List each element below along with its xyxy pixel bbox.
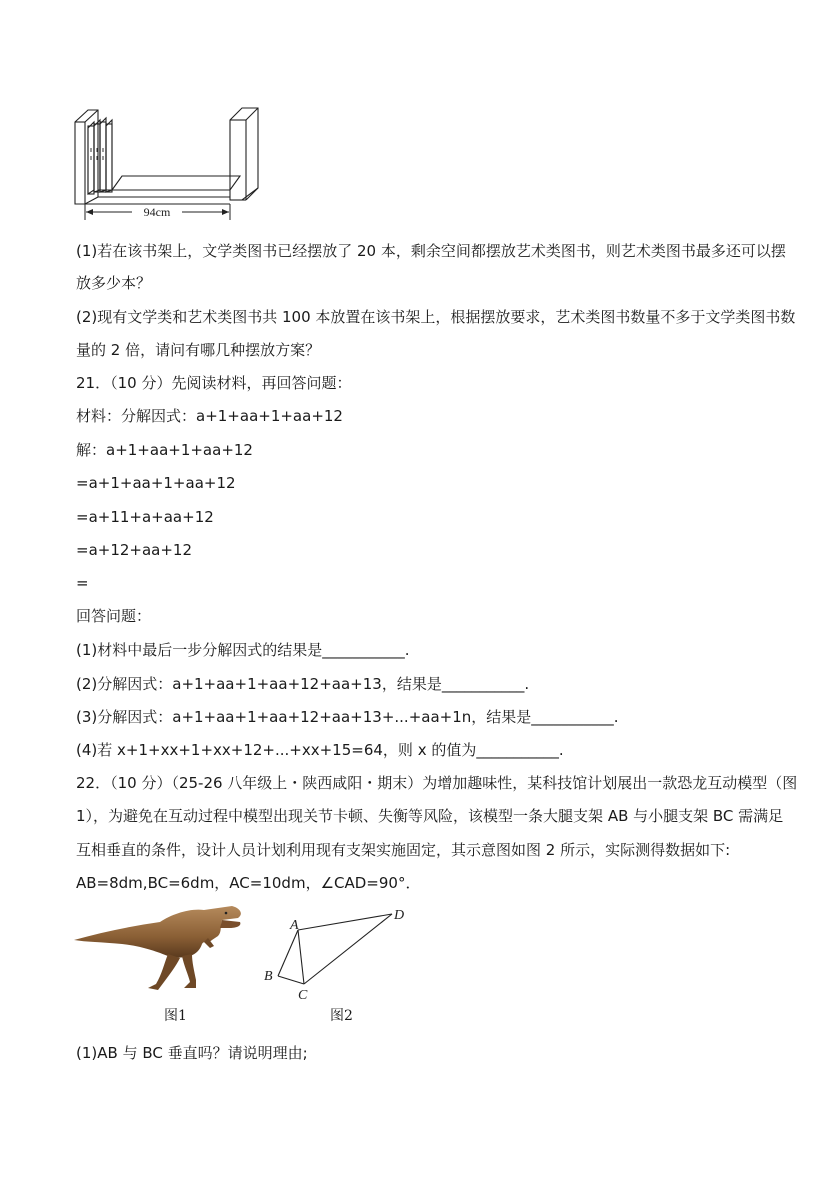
q21-solution-line2: =a+1+aa+1+aa+12 [76,474,236,492]
q21-answer-1: (1)材料中最后一步分解因式的结果是___________. [76,641,410,659]
q22-part1: (1)AB 与 BC 垂直吗？请说明理由; [76,1044,308,1062]
shelf-width-label: 94cm [143,205,171,219]
segment-ac [298,930,304,984]
q21-header: 21．（10 分）先阅读材料，再回答问题： [76,374,352,392]
q21-answer-3: (3)分解因式：a+1+aa+1+aa+12+aa+13+...+aa+1n，结果是___________. [76,708,619,726]
bookshelf-figure [70,104,270,228]
q22-line4: AB=8dm,BC=6dm，AC=10dm，∠CAD=90°． [76,874,421,892]
point-c-label: C [298,988,308,1003]
point-b-label: B [264,969,273,984]
q21-solution-line5: = [76,574,89,592]
q20-part2-line2: 量的 2 倍，请问有哪几种摆放方案？ [76,341,321,359]
q20-part1-line2: 放多少本？ [76,274,152,292]
segment-ab [278,930,298,976]
q21-solution-line3: =a+11+a+aa+12 [76,508,214,526]
point-a-label: A [290,918,299,933]
q21-answer-2: (2)分解因式：a+1+aa+1+aa+12+aa+13，结果是___________. [76,675,530,693]
q22-line1: 22．（10 分）（25-26 八年级上・陕西咸阳・期末）为增加趣味性，某科技馆计划展出一款恐龙互动模型（图 [76,774,798,792]
segment-cd [304,914,392,984]
q21-answer-4: (4)若 x+1+xx+1+xx+12+...+xx+15=64，则 x 的值为___________. [76,741,564,759]
q20-part1-line1: (1)若在该书架上，文学类图书已经摆放了 20 本，剩余空间都摆放艺术类图书，则艺术类图书最多还可以摆 [76,242,786,260]
segment-bc [278,976,304,984]
q21-material: 材料：分解因式：a+1+aa+1+aa+12 [76,407,343,425]
figure1-caption: 图1 [164,1008,187,1024]
point-d-label: D [394,908,405,923]
q21-answer-header: 回答问题： [76,607,152,625]
figure2-caption: 图2 [330,1008,353,1024]
q21-solution-line1: 解：a+1+aa+1+aa+12 [76,441,253,459]
geometry-figure [260,904,420,1004]
q22-line2: 1），为避免在互动过程中模型出现关节卡顿、失衡等风险，该模型一条大腿支架 AB 与小腿支架 BC 需满足 [76,807,784,825]
q21-solution-line4: =a+12+aa+12 [76,541,193,559]
q20-part2-line1: (2)现有文学类和艺术类图书共 100 本放置在该书架上，根据摆放要求，艺术类图书数量不多于文学类图书数 [76,308,796,326]
q22-line3: 互相垂直的条件，设计人员计划利用现有支架实施固定，其示意图如图 2 所示，实际测得数据如下: [76,841,731,859]
segment-ad [298,914,392,930]
dinosaur-figure [72,900,252,1000]
